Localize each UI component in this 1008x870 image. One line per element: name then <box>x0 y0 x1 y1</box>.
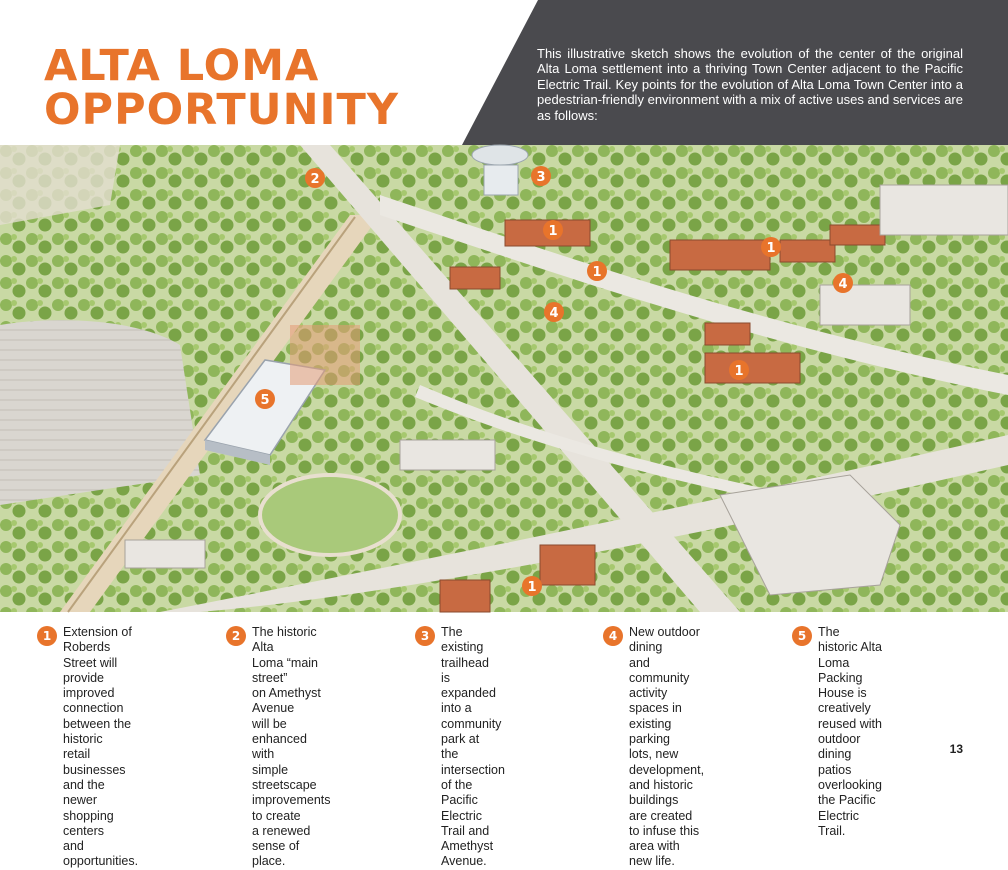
building <box>440 580 490 612</box>
map-marker-1 <box>543 220 563 240</box>
map-marker-1 <box>729 360 749 380</box>
town-center-sketch <box>0 145 1008 612</box>
community-park <box>260 475 400 555</box>
map-marker-1 <box>522 576 542 596</box>
intro-paragraph: This illustrative sketch shows the evolution of the center of the original Alta Loma settlement into a thriving Town Center adjacent to the Pacific Electric Trail. Key points for the evolution of Alta Loma Town Center into a pedestrian-friendly environment with a mix of active uses and services are as follows: <box>537 46 963 123</box>
map-marker-2 <box>305 168 325 188</box>
point-number-badge: 4 <box>603 626 623 646</box>
building <box>880 185 1008 235</box>
svg-text:1: 1 <box>548 224 558 239</box>
building <box>540 545 595 585</box>
point-text: The historic Alta Loma “main street” on Amethyst Avenue will be enhanced with simple streetscape improvements to create a renewed sense of place. <box>252 625 331 869</box>
map-marker-5 <box>255 389 275 409</box>
point-number-badge: 5 <box>792 626 812 646</box>
svg-text:5: 5 <box>260 393 270 408</box>
point-number-badge: 2 <box>226 626 246 646</box>
map-marker-4 <box>833 273 853 293</box>
building <box>400 440 495 470</box>
svg-text:3: 3 <box>536 170 546 185</box>
building <box>705 323 750 345</box>
building <box>820 285 910 325</box>
building <box>125 540 205 568</box>
point-number-badge: 3 <box>415 626 435 646</box>
building <box>705 353 800 383</box>
svg-text:1: 1 <box>592 265 602 280</box>
svg-text:4: 4 <box>838 277 848 292</box>
map-marker-1 <box>587 261 607 281</box>
building <box>670 240 770 270</box>
building <box>830 225 885 245</box>
page-number: 13 <box>949 742 963 756</box>
point-text: New outdoor dining and community activity spaces in existing parking lots, new development, and historic buildings are created to infuse this area with new life. <box>629 625 705 869</box>
map-marker-4 <box>544 302 564 322</box>
point-text: The existing trailhead is expanded into a community park at the intersection of the Pacific Electric Trail and Amethyst Avenue. <box>441 625 505 869</box>
svg-text:1: 1 <box>734 364 744 379</box>
page-title-line-2: OPPORTUNITY <box>44 85 400 135</box>
svg-text:1: 1 <box>766 241 776 256</box>
svg-text:4: 4 <box>549 306 559 321</box>
svg-text:1: 1 <box>527 580 537 595</box>
svg-text:2: 2 <box>310 172 320 187</box>
page-title-line-1: ALTA LOMA <box>44 41 320 91</box>
point-number-badge: 1 <box>37 626 57 646</box>
building <box>780 240 835 262</box>
point-text: Extension of Roberds Street will provide improved connection between the historic retail businesses and the newer shopping centers and opportunities. <box>63 625 139 869</box>
map-marker-3 <box>531 166 551 186</box>
building <box>450 267 500 289</box>
page-title <box>44 41 400 135</box>
map-marker-1 <box>761 237 781 257</box>
point-text: The historic Alta Loma Packing House is creatively reused with outdoor dining patios overlooking the Pacific Electric Trail. <box>818 625 882 838</box>
